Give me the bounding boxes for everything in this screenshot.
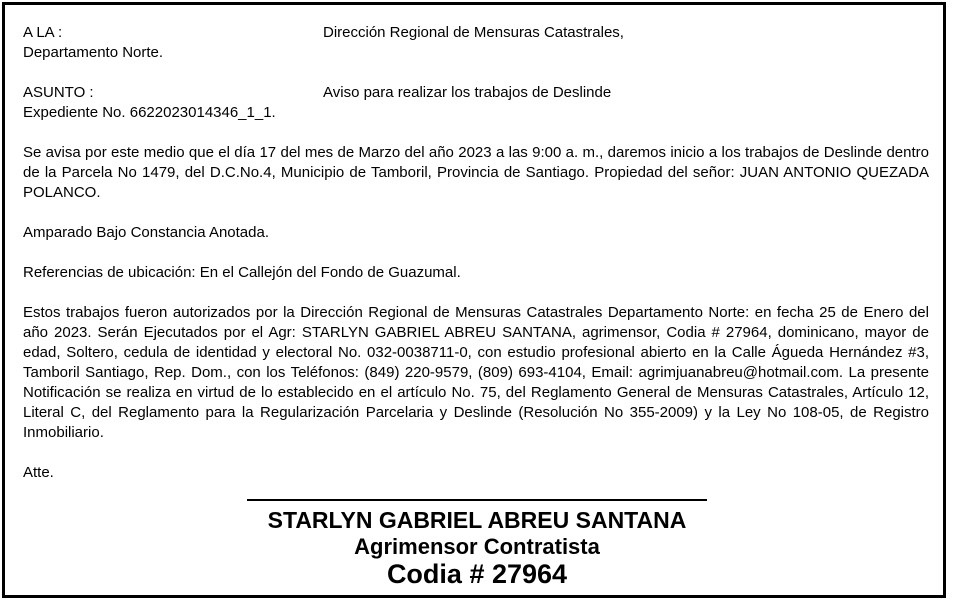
a-la-continuation: Departamento Norte.	[23, 44, 164, 61]
asunto-value: Aviso para realizar los trabajos de Deslinde	[323, 84, 612, 101]
signature-title: Agrimensor Contratista	[354, 534, 600, 559]
closing: Atte.	[23, 464, 54, 481]
paragraph-referencias: Referencias de ubicación: En el Callejón del Fondo de Guazumal.	[23, 264, 461, 281]
signature-name: STARLYN GABRIEL ABREU SANTANA	[267, 507, 687, 533]
asunto-label: ASUNTO :	[23, 84, 94, 101]
a-la-label: A LA :	[23, 24, 63, 41]
a-la-value: Dirección Regional de Mensuras Catastrales,	[323, 24, 624, 41]
paragraph-autorizacion: Estos trabajos fueron autorizados por la Dirección Regional de Mensuras Catastrales Departamento Norte: en fecha 25 de Enero del año 2023. Serán Ejecutados por el Agr: STARLYN GABRIEL ABREU SANTANA, agrimensor, Codia # 27964, dominicano, mayor de edad, Soltero, cedula de identidad y electoral No. 032-0038711-0, con estudio profesional abierto en la Calle Águeda Hernández #3, Tamboril Santiago, Rep. Dom., con los Teléfonos: (849) 220-9579, (809) 693-4104, Email: agrimjuanabreu@hotmail.com. La presente Notificación se realiza en virtud de lo establecido en el artículo No. 75, del Reglamento General de Mensuras Catastrales, Artículo 12, Literal C, del Reglamento para la Regularización Parcelaria y Deslinde (Resolución No 355-2009) y la Ley No 108-05, de Registro Inmobiliario.	[23, 304, 929, 441]
expediente: Expediente No. 6622023014346_1_1.	[23, 104, 276, 121]
notice-box	[2, 2, 946, 598]
paragraph-amparado: Amparado Bajo Constancia Anotada.	[23, 224, 269, 241]
paragraph-notice: Se avisa por este medio que el día 17 del mes de Marzo del año 2023 a las 9:00 a. m., daremos inicio a los trabajos de Deslinde dentro de la Parcela No 1479, del D.C.No.4, Municipio de Tamboril, Provincia de Santiago. Propiedad del señor: JUAN ANTONIO QUEZADA POLANCO.	[23, 144, 929, 201]
signature-line	[247, 499, 707, 501]
signature-codia: Codia # 27964	[386, 559, 568, 589]
